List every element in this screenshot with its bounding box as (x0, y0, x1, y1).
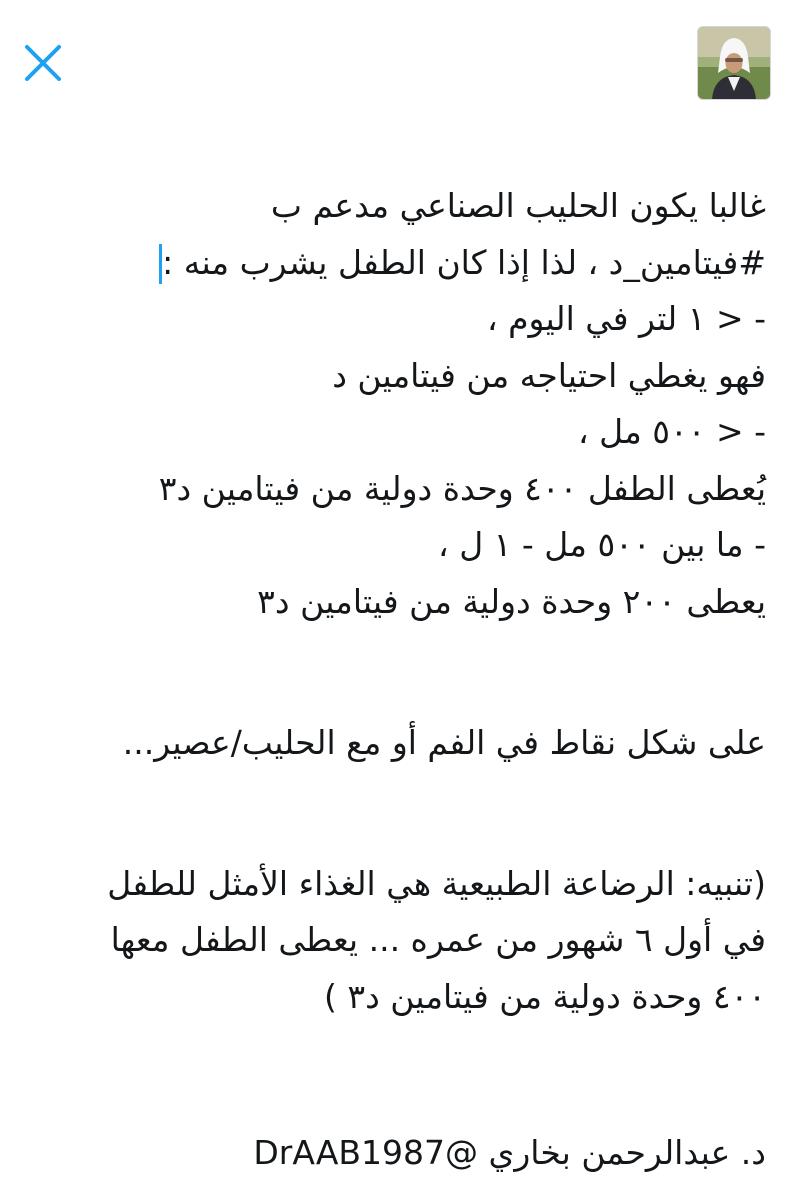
tweet-line-note: (تنبيه: الرضاعة الطبيعية هي الغذاء الأمثل للطفل (107, 863, 766, 903)
avatar-image (698, 27, 770, 99)
tweet-line: غالبا يكون الحليب الصناعي مدعم ب (270, 186, 766, 225)
tweet-line: على شكل نقاط في الفم أو مع الحليب/عصير... (122, 722, 766, 762)
line-spacer (6, 687, 766, 715)
tweet-line: - < ١ لتر في اليوم ، (486, 299, 766, 338)
tweet-line: فهو يغطي احتياجه من فيتامين د (332, 355, 766, 395)
tweet-line-text: #فيتامين_د ، لذا إذا كان الطفل يشرب منه : (162, 242, 766, 282)
tweet-line: يُعطى الطفل ٤٠٠ وحدة دولية من فيتامين د٣ (158, 468, 766, 508)
tweet-line: - ما بين ٥٠٠ مل - ١ ل ، (438, 525, 766, 564)
tweet-body (6, 178, 766, 1025)
close-icon (20, 40, 66, 86)
line-spacer (6, 630, 766, 687)
tweet-line: يعطى ٢٠٠ وحدة دولية من فيتامين د٣ (257, 581, 766, 621)
tweet-line-hashtag (6, 235, 766, 292)
close-button[interactable] (20, 40, 66, 86)
tweet-line-note: ٤٠٠ وحدة دولية من فيتامين د٣ ) (323, 976, 766, 1016)
tweet-line: - < ٥٠٠ مل ، (577, 412, 766, 451)
tweet-signature: د. عبدالرحمن بخاري @DrAAB1987 (253, 1133, 766, 1172)
line-spacer (6, 828, 766, 856)
line-spacer (6, 771, 766, 828)
tweet-line-note: في أول ٦ شهور من عمره ... يعطى الطفل معها (110, 920, 766, 959)
profile-avatar[interactable] (697, 26, 771, 100)
